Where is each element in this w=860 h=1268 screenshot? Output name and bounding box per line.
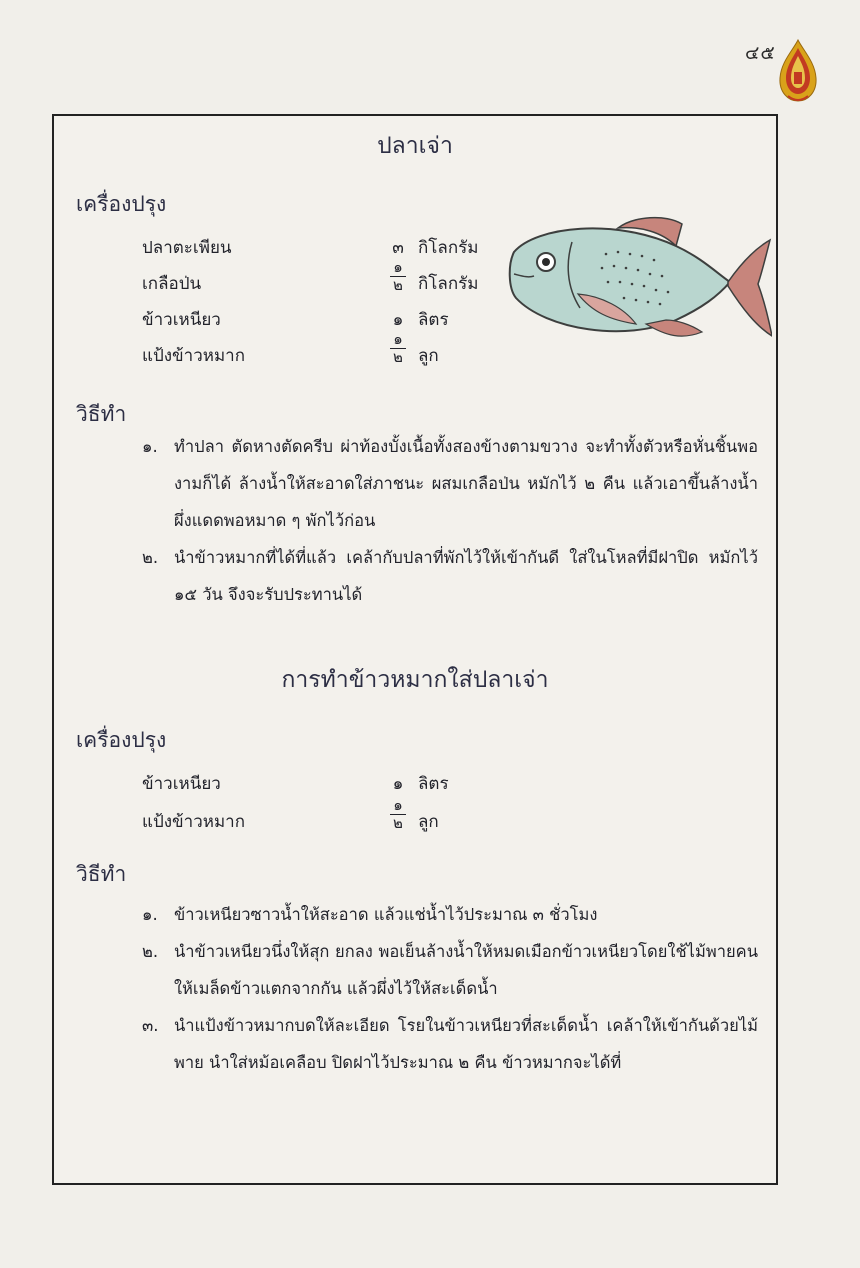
recipe1-ingredients-heading: เครื่องปรุง xyxy=(76,192,167,216)
step-number: ๑. xyxy=(142,905,158,924)
step-item xyxy=(142,933,758,1007)
fraction-numerator: ๑ xyxy=(393,258,403,276)
ingredient-unit: กิโลกรัม xyxy=(418,238,479,258)
ingredient-name: ข้าวเหนียว xyxy=(142,310,221,330)
step-text: ข้าวเหนียวซาวน้ำให้สะอาด แล้วแช่น้ำไว้ประมาณ ๓ ชั่วโมง xyxy=(174,905,598,924)
royal-emblem-icon xyxy=(776,38,820,104)
recipe2-ingredients-heading: เครื่องปรุง xyxy=(76,728,167,752)
step-item xyxy=(142,1007,758,1081)
step-number: ๒. xyxy=(142,942,159,961)
ingredient-qty-fraction xyxy=(388,332,408,365)
recipe2-title: การทำข้าวหมากใส่ปลาเจ่า xyxy=(281,667,549,693)
step-text: นำข้าวหมากที่ได้ที่แล้ว เคล้ากับปลาที่พักไว้ให้เข้ากันดี ใส่ในโหลที่มีฝาปิด หมักไว้ ๑๕ วัน จึงจะรับประทานได้ xyxy=(174,548,758,604)
recipe1-method-heading: วิธีทำ xyxy=(76,402,127,426)
recipe1-title: ปลาเจ่า xyxy=(377,133,453,159)
fraction-denominator: ๒ xyxy=(393,348,403,366)
ingredient-unit: ลิตร xyxy=(418,310,449,330)
page-number: ๔๕ xyxy=(745,42,776,64)
fish-illustration-icon xyxy=(506,212,772,346)
ingredient-qty-fraction xyxy=(388,798,408,831)
fraction-denominator: ๒ xyxy=(393,814,403,832)
step-text: นำแป้งข้าวหมากบดให้ละเอียด โรยในข้าวเหนียวที่สะเด็ดน้ำ เคล้าให้เข้ากันด้วยไม้พาย นำใส่หม้อเคลือบ ปิดฝาไว้ประมาณ ๒ คืน ข้าวหมากจะได้ที่ xyxy=(174,1016,758,1072)
ingredient-qty: ๓ xyxy=(392,238,404,258)
recipe2-method-heading: วิธีทำ xyxy=(76,862,127,886)
step-item xyxy=(142,428,758,539)
step-item xyxy=(142,896,758,933)
ingredient-qty: ๑ xyxy=(392,310,404,330)
ingredient-name: เกลือป่น xyxy=(142,274,202,294)
ingredient-qty: ๑ xyxy=(392,774,404,794)
step-number: ๒. xyxy=(142,548,159,567)
recipe1-steps xyxy=(142,428,758,613)
ingredient-name: ปลาตะเพียน xyxy=(142,238,232,258)
ingredient-name: แป้งข้าวหมาก xyxy=(142,812,246,832)
ingredient-unit: กิโลกรัม xyxy=(418,274,479,294)
ingredient-unit: ลิตร xyxy=(418,774,449,794)
fraction-numerator: ๑ xyxy=(393,796,403,814)
step-item xyxy=(142,539,758,613)
fraction-numerator: ๑ xyxy=(393,330,403,348)
ingredient-qty-fraction xyxy=(388,260,408,293)
ingredient-name: ข้าวเหนียว xyxy=(142,774,221,794)
step-text: ทำปลา ตัดหางตัดครีบ ผ่าท้องบั้งเนื้อทั้งสองข้างตามขวาง จะทำทั้งตัวหรือหั่นชิ้นพองามก็ได้ ล้างน้ำให้สะอาดใส่ภาชนะ ผสมเกลือป่น หมักไว้ ๒ คืน แล้วเอาขึ้นล้างน้ำ ผึ่งแดดพอหมาด ๆ พักไว้ก่อน xyxy=(174,437,758,530)
step-number: ๓. xyxy=(142,1016,159,1035)
content-frame xyxy=(52,114,778,1185)
recipe2-steps xyxy=(142,896,758,1081)
step-number: ๑. xyxy=(142,437,158,456)
step-text: นำข้าวเหนียวนึ่งให้สุก ยกลง พอเย็นล้างน้ำให้หมดเมือกข้าวเหนียวโดยใช้ไม้พายคนให้เมล็ดข้าวแตกจากกัน แล้วผึ่งไว้ให้สะเด็ดน้ำ xyxy=(174,942,758,998)
ingredient-unit: ลูก xyxy=(418,812,439,832)
ingredient-unit: ลูก xyxy=(418,346,439,366)
fraction-denominator: ๒ xyxy=(393,276,403,294)
ingredient-name: แป้งข้าวหมาก xyxy=(142,346,246,366)
